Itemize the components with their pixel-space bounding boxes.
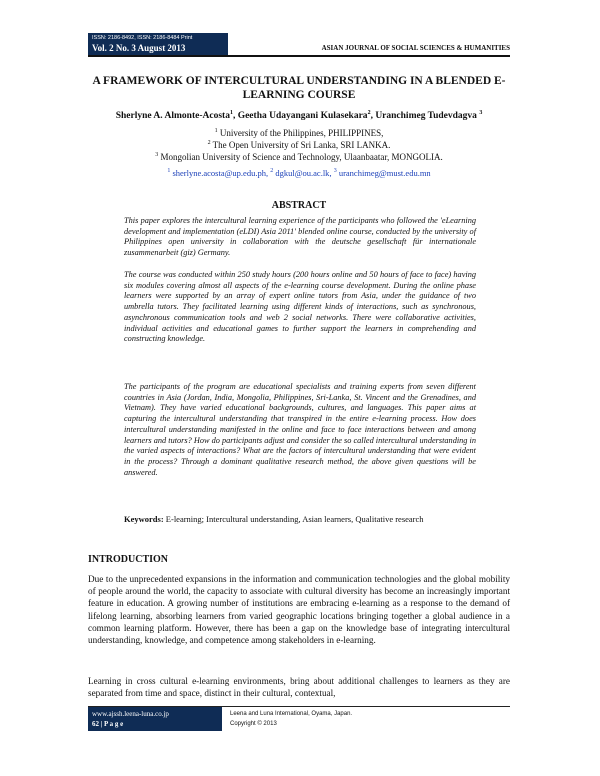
affiliation: [88, 128, 510, 138]
journal-name: ASIAN JOURNAL OF SOCIAL SCIENCES & HUMANITIES: [321, 44, 510, 52]
affiliation-sup: 3: [155, 152, 159, 158]
affiliation-text: University of the Philippines, PHILIPPINES,: [219, 128, 384, 138]
affiliation: [88, 140, 510, 150]
keywords: [124, 514, 476, 525]
footer-publisher: Leena and Luna International, Oyama, Japan.: [230, 711, 353, 717]
issn-text: ISSN: 2186-8492, ISSN: 2186-8484 Print: [92, 35, 193, 41]
affiliation-text: Mongolian University of Science and Technology, Ulaanbaatar, MONGOLIA.: [160, 152, 443, 162]
author-name: Sherlyne A. Almonte-Acosta: [115, 111, 230, 121]
volume-text: Vol. 2 No. 3 August 2013: [92, 43, 186, 53]
affiliation-sup: 1: [214, 128, 218, 134]
keywords-label: Keywords:: [124, 514, 164, 524]
author-list: Sherlyne A. Almonte-Acosta$^1$, Geetha Udayangani Kulasekara$^2$, Uranchimeg Tudevdagva $^3$: [115, 109, 483, 121]
footer-website[interactable]: www.ajssh.leena-luna.co.jp: [92, 710, 169, 718]
author-name: Uranchimeg Tudevdagva: [375, 111, 477, 121]
page-number: 62: [92, 720, 99, 728]
email-link[interactable]: uranchimeg@must.edu.mn: [338, 168, 431, 178]
author-sup: 2: [367, 109, 371, 116]
email-link[interactable]: sherlyne.acosta@up.edu.ph: [172, 168, 266, 178]
page-number-line: [92, 720, 123, 728]
author-name: Geetha Udayangani Kulasekara: [237, 111, 368, 121]
journal-header-box: [88, 33, 228, 55]
abstract-paragraph: This paper explores the intercultural learning experience of the participants who followed the 'eLearning development and implementation (eLDI) Asia 2011' blended online course, conducted by the university of Philippines open university in collaboration with the deutsche gesellschaft für internationale zusammenarbeit (giz) Germany.: [124, 216, 476, 258]
paper-title: A FRAMEWORK OF INTERCULTURAL UNDERSTANDING IN A BLENDED E-LEARNING COURSE: [92, 75, 506, 101]
journal-header: [88, 33, 510, 57]
body-paragraph: Due to the unprecedented expansions in the information and communication technologies and the global mobility of people around the world, the capacity to associate with cultural diversity has become an increasingly important feature in education. A growing number of institutions are embracing e-learning as a response to the demand of lifelong learning, absorbing learners from varied geographic locations bringing together a global audience in a common learning platform. However, there has been a gap on the knowledge base of integrating intercultural understanding, knowledge, and competence among stakeholders in e-learning.: [88, 574, 510, 646]
footer-publisher-block: [230, 709, 352, 729]
email-link[interactable]: dgkul@ou.ac.lk: [275, 168, 330, 178]
page-label: | P a g e: [100, 720, 124, 728]
body-paragraph: Learning in cross cultural e-learning environments, bring about additional challenges to learners as they are separated from time and space, distinct in their cultural, contextual,: [88, 676, 510, 699]
author-sup: 1: [229, 109, 233, 116]
abstract-paragraph: The participants of the program are educational specialists and training experts from seven different countries in Asia (Jordan, India, Mongolia, Philippines, Sri-Lanka, St. Vincent and the Grenadines, and Vietnam). They have varied educational backgrounds, cultures, and languages. This paper aims at capturing the intercultural understanding that transpired in the entire e-learning process. How does intercultural understanding manifested in the online and face to face interactions between and among learners and tutors? How do participants adjust and consider the so called intercultural understanding in the varied aspects of interactions? What are the factors of intercultural understanding that were evident in the process? Through a dominant qualitative research method, the above given questions will be answered.: [124, 382, 476, 477]
keywords-text: E-learning; Intercultural understanding, Asian learners, Qualitative research: [165, 514, 424, 524]
email-sup: 1: [167, 168, 171, 175]
header-divider: [88, 55, 510, 57]
author-sup: 3: [479, 109, 483, 116]
section-heading: INTRODUCTION: [88, 554, 169, 565]
email-sup: 3: [333, 168, 337, 175]
footer-box: [88, 707, 222, 731]
abstract-heading: ABSTRACT: [271, 200, 327, 211]
footer-copyright: Copyright © 2013: [230, 721, 277, 727]
email-list: $^1$ sherlyne.acosta@up.edu.ph, $^2$ dgkul@ou.ac.lk, $^3$ uranchimeg@must.edu.mn: [167, 168, 431, 178]
affiliation-sup: 2: [207, 140, 211, 146]
affiliation: [88, 152, 510, 162]
abstract-paragraph: The course was conducted within 250 study hours (200 hours online and 50 hours of face to face) having six modules covering almost all aspects of the e-learning course development. During the online phase learners were supported by an array of expert online tutors from Asia, under the guidance of two umbrella tutors. They facilitated learning using different kinds of interactions, such as synchronous, asynchronous communication tools and web 2 social networks. There were collaborative activities, individual activities and educational games to further support the learners in comprehending and constructing knowledge.: [124, 270, 476, 344]
affiliation-text: The Open University of Sri Lanka, SRI LANKA.: [212, 140, 391, 150]
email-sup: 2: [270, 168, 274, 175]
